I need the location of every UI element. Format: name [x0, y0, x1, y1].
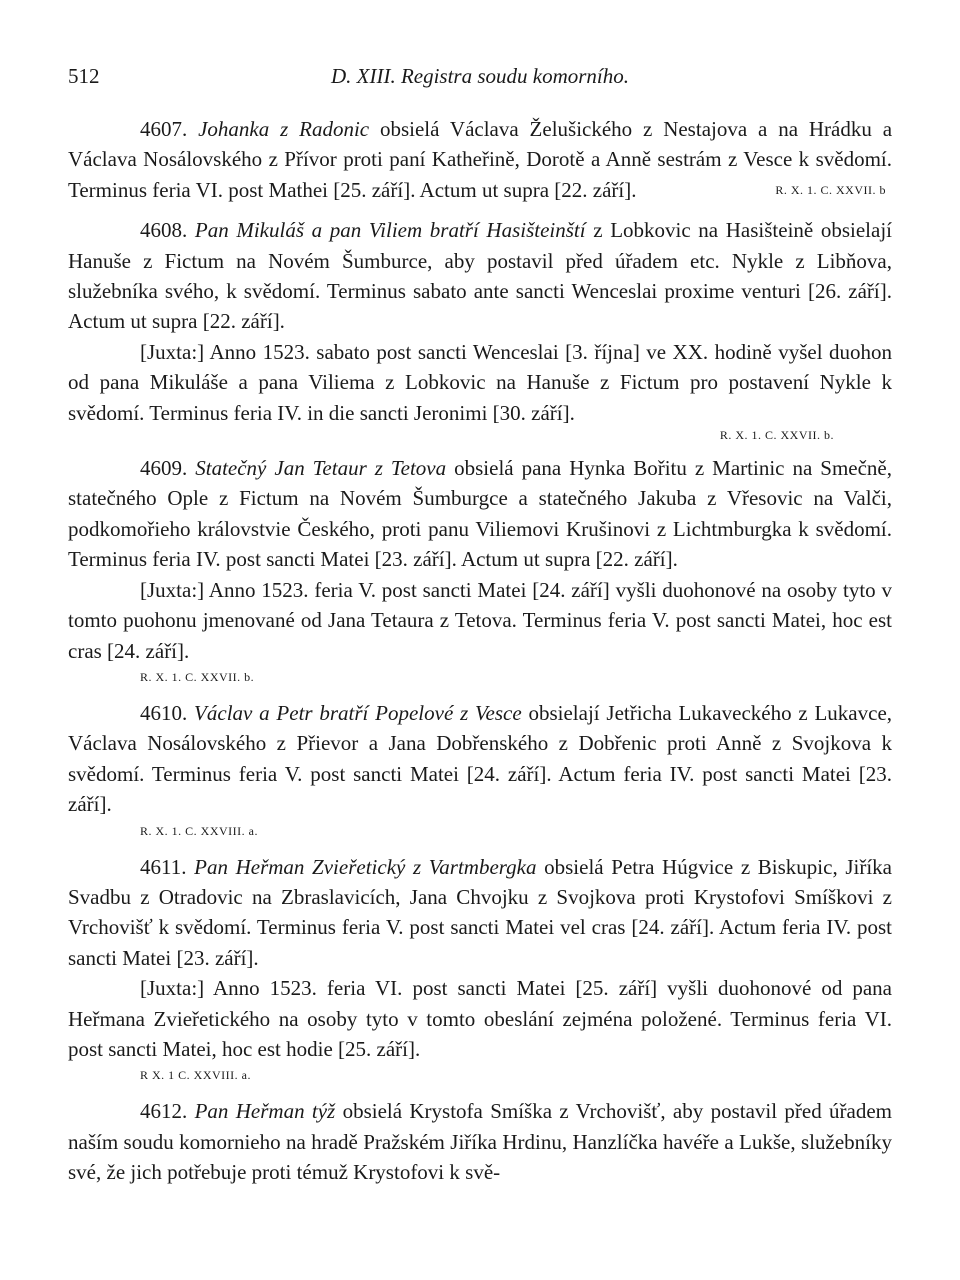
entry-number: 4608. — [140, 218, 188, 243]
entry-4609 — [68, 453, 892, 575]
entry-text: obsielá Petra Húgvice z Biskupic, Jiříka Svadbu z Otradovic na Zbraslavicích, Jana Chvojku z Svojkova proti Krystofovi Smíškovi z Vrchovišť k svědomí. Terminus feria V. post sancti Matei vel cras [24. září]. Actum feria IV. post sancti Matei [23. září]. — [68, 854, 893, 970]
entry-juxta: [Juxta:] Anno 1523. feria V. post sancti Matei [24. září] vyšli duohonové na osoby tyto v tomto puohonu jmenované od Jana Tetaura z Tetova. Terminus feria V. post sancti Matei, hoc est cras [24. září]. — [68, 577, 892, 663]
archival-signature: R. X. 1. C. XXVII. b. — [719, 428, 834, 443]
entry-party: Johanka z Radonic — [198, 117, 370, 141]
entry-text: obsielá pana Hynka Bořitu z Martinic na Smečně, statečného Ople z Fictum na Novém Šumburgce a statečného Jakuba z Vřesovic na Valči, podkomořieho královstvie Českého, proti panu Viliemovi Krušinovi z Lichtmburgka k svědomí. Terminus feria IV. post sancti Matei [23. září]. Actum ut supra [22. září]. — [68, 456, 893, 572]
page-number: 512 — [68, 64, 100, 88]
entry-4612 — [68, 1096, 892, 1187]
entry-text: obsielají Jetřicha Lukaveckého z Lukavce, Václava Nosálovského z Přievor a Jana Dobřenského z Dobřenic proti Anně z Svojkova k svědomí. Terminus feria V. post sancti Matei [24. září]. Actum feria IV. post sancti Matei [23. září]. — [68, 700, 893, 817]
entry-party: Pan Mikuláš a pan Viliem bratří Hasišteinští — [194, 218, 586, 243]
entry-4608 — [68, 215, 892, 337]
entry-party: Pan Heřman týž — [194, 1099, 336, 1124]
entry-number: 4611. — [140, 854, 187, 879]
entry-party: Statečný Jan Tetaur z Tetova — [195, 456, 447, 481]
archival-signature: R. X. 1. C. XXVII. b. — [140, 669, 255, 684]
entry-4607 — [68, 114, 892, 205]
entry-number: 4610. — [140, 700, 188, 725]
running-title: D. XIII. Registra soudu komorního. — [330, 64, 630, 88]
entry-party: Pan Heřman Zvieřetický z Vartmbergka — [194, 854, 537, 879]
entry-juxta: [Juxta:] Anno 1523. feria VI. post sancti Matei [25. září] vyšli duohonové od pana Heřmana Zvieřetického na osoby tyto v tomto obeslání zejména položené. Terminus feria VI. post sancti Matei, hoc est hodie [25. září]. — [68, 976, 892, 1061]
entry-text: obsielá Krystofa Smíška z Vrchovišť, aby postavil před úřadem naším soudu komornieho na hradě Pražském Jiříka Hrdinu, Hanzlíčka havéře a Lukše, služebníky své, že jich potřebuje proti témuž Krystofovi k svě- — [68, 1099, 893, 1185]
entry-number: 4607. — [140, 117, 188, 141]
entry-number: 4612. — [140, 1099, 188, 1124]
document-body — [68, 114, 892, 1188]
entry-juxta: [Juxta:] Anno 1523. sabato post sancti Wenceslai [3. října] ve XX. hodině vyšel duohon od pana Mikuláše a pana Viliema z Lobkovic na Hanuše z Fictum pro postavení Nykle k svědomí. Terminus feria IV. in die sancti Jeronimi [30. září]. — [68, 339, 892, 425]
entry-text: obsielá Václava Želušického z Nestajova a na Hrádku a Václava Nosálovského z Přívor proti paní Katheřině, Dorotě a Anně sestrám z Vesce k svědomí. Terminus feria VI. post Mathei [25. září]. Actum ut supra [22. září]. — [68, 117, 893, 202]
entry-text: z Lobkovic na Hasišteině obsielají Hanuše z Fictum na Novém Šumburce, aby postavil před úřadem etc. Nykle z Libňova, služebníka svého, k svědomí. Terminus sabato ante sancti Wenceslai proxime venturi [26. září]. Actum ut supra [22. září]. — [68, 218, 893, 334]
archival-signature: R. X. 1. C. XXVIII. a. — [140, 823, 258, 838]
entry-party: Václav a Petr bratří Popelové z Vesce — [194, 700, 522, 725]
entry-number: 4609. — [140, 456, 188, 481]
entry-4611 — [68, 852, 892, 974]
archival-signature: R. X. 1. C. XXVII. b — [775, 182, 886, 197]
archival-signature: R X. 1 C. XXVIII. a. — [140, 1068, 251, 1083]
entry-4610 — [68, 698, 892, 820]
